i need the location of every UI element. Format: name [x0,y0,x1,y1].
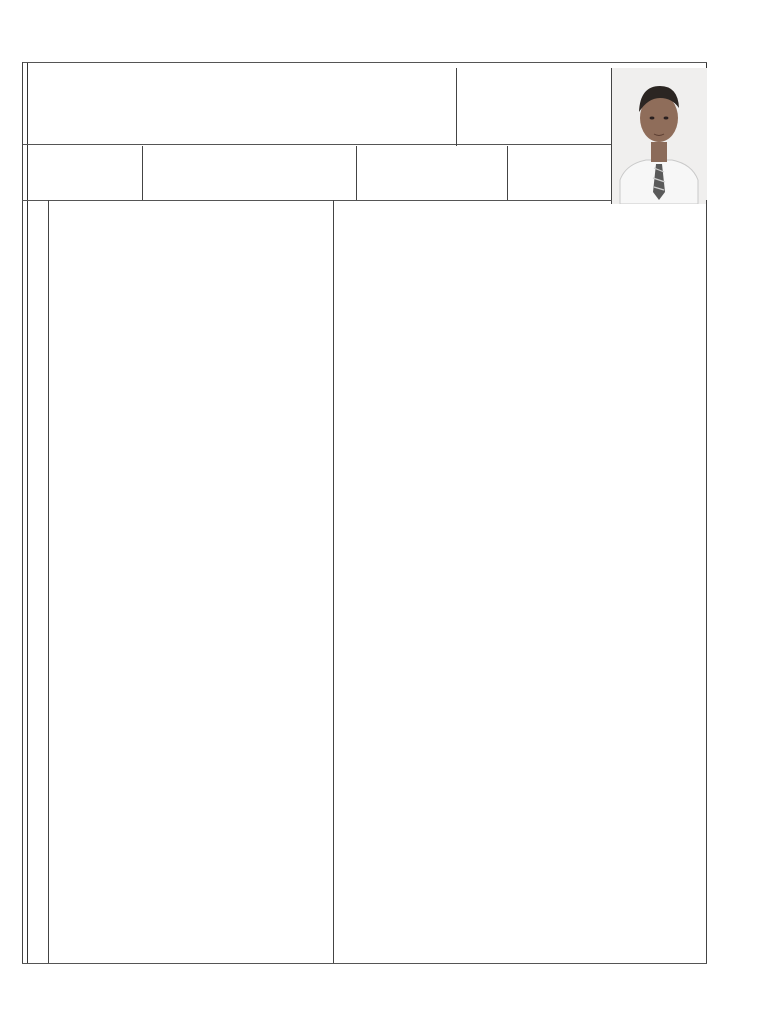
student-photo-image [612,68,707,204]
student-photo [612,68,707,204]
certificate-frame [27,62,707,964]
